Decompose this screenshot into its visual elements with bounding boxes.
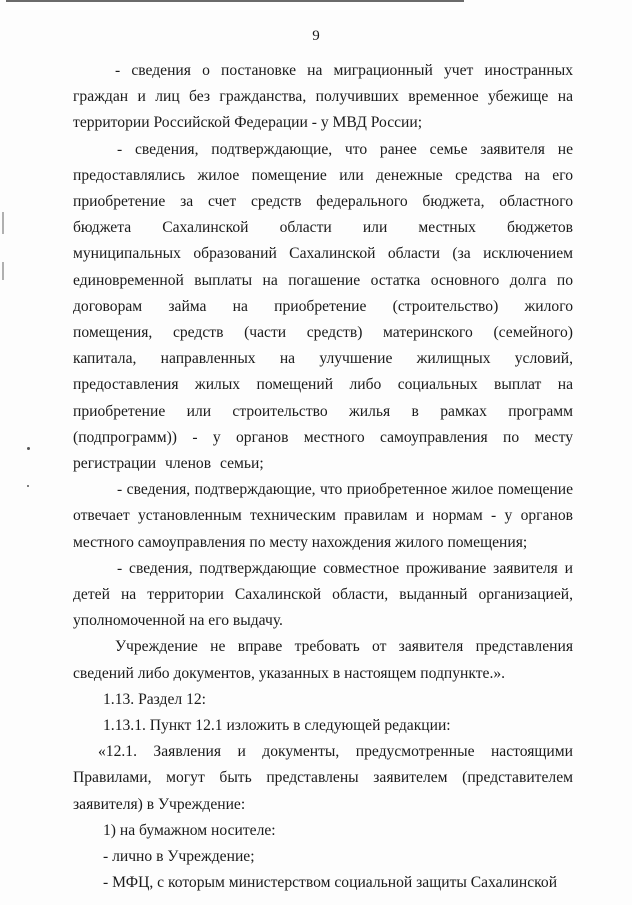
paragraph-in-person: - лично в Учреждение;: [103, 848, 255, 866]
paragraph-housing-not-provided: - сведения, подтверждающие, что ранее семье заявителя не предоставлялись жилое помещение или денежные средства на его приобретение за счет средств федерального бюджета, областного бюджета Сахалинской области или местных бюджетов муниципальных образований Сахалинской области (за исключением единовременной выплаты на погашение остатка основного долга по договорам займа на приобретение (строительство) жилого помещения, средств (части средств) материнского (семейного) капитала, направленных на улучшение жилищных условий, предоставления жилых помещений либо социальных выплат на приобретение или строительство жилья в рамках программ (подпрограмм)) - у органов местного самоуправления по месту регистрации членов семьи;: [73, 140, 573, 473]
scan-margin-mark: [2, 212, 4, 234]
paragraph-migration-record: - сведения о постановке на миграционный учет иностранных граждан и лиц без гражданства, получивших временное убежище на территории Российской Федерации - у МВД России;: [73, 62, 573, 132]
paragraph-institution-restriction: Учреждение не вправе требовать от заявителя представления сведений либо документов, указанных в настоящем подпункте.».: [73, 638, 573, 682]
page-number: 9: [312, 28, 320, 44]
scan-speck: [27, 485, 29, 487]
paragraph-clause-12-1: 1.13.1. Пункт 12.1 изложить в следующей редакции:: [103, 717, 451, 735]
body-text: [73, 58, 573, 897]
paragraph-mfc: - МФЦ, с которым министерством социальной защиты Сахалинской: [103, 874, 558, 892]
scan-edge-line: [6, 0, 464, 2]
paragraph-joint-residence: - сведения, подтверждающие совместное проживание заявителя и детей на территории Сахалинской области, выданный организацией, уполномоченной на его выдачу.: [73, 559, 573, 630]
paragraph-section-12: 1.13. Раздел 12:: [103, 690, 207, 708]
paragraph-paper-medium: 1) на бумажном носителе:: [103, 821, 276, 839]
scan-speck: [27, 447, 30, 450]
paragraph-housing-compliance: - сведения, подтверждающие, что приобретенное жилое помещение отвечает установленным техническим правилам и нормам - у органов местного самоуправления по месту нахождения жилого помещения;: [73, 481, 573, 551]
scan-margin-mark: [2, 262, 4, 280]
paragraph-clause-12-1-text: «12.1. Заявления и документы, предусмотренные настоящими Правилами, могут быть представлены заявителем (представителем заявителя) в Учреждение:: [73, 743, 573, 813]
